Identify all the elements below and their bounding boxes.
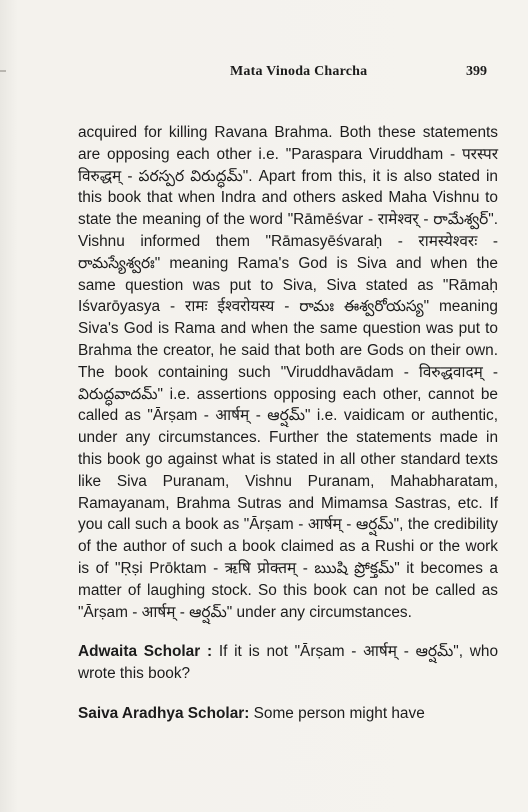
dialogue-text: If it is not "Ārṣam - आर्षम् - ఆర్షమ్", who wrote this book? [78, 643, 498, 683]
paragraph-gap [78, 623, 498, 641]
dialogue-text: Some person might have [249, 704, 425, 722]
page-body [78, 122, 498, 725]
page-number: 399 [466, 64, 487, 79]
paragraph-gap [78, 685, 498, 703]
dialogue-saiva [78, 703, 498, 725]
running-title: Mata Vinoda Charcha [230, 64, 368, 79]
speaker-label: Saiva Aradhya Scholar: [78, 704, 250, 722]
dialogue-adwaita [78, 641, 498, 685]
main-paragraph: acquired for killing Ravana Brahma. Both these statements are opposing each other i.e. "Paraspara Viruddham - परस्पर विरुद्धम् - పరస్పర విరుద్ధమ్". Apart from this, it is also stated in this book that when Indra and others asked Maha Vishnu to state the meaning of the word "Rāmēśvar - रामेश्वर् - రామేశ్వర్". Vishnu informed them "Rāmasyēśvaraḥ - रामस्येश्वरः - రామస్యేశ్వరః" meaning Rama's God is Siva and when the same question was put to Siva, Siva stated as "Rāmaḥ Iśvarōyasya - रामः ईश्वरोयस्य - రామః ఈశ్వరోయస్య" meaning Siva's God is Rama and when the same question was put to Brahma the creator, he said that both are Gods on their own. The book containing such "Viruddhavādam - विरुद्धवादम् - విరుద్ధవాదమ్" i.e. assertions opposing each other, cannot be called as "Ārṣam - आर्षम् - ఆర్షమ్" i.e. vaidicam or authentic, under any circumstances. Further the statements made in this book go against what is stated in all other standard texts like Siva Puranam, Vishnu Puranam, Mahabharatam, Ramayanam, Brahma Sutras and Mimamsa Sastras, etc. If you call such a book as "Ārṣam - आर्षम् - ఆర్షమ్", the credibility of the author of such a book claimed as a Rushi or the work is of "Ṛṣi Prōktam - ऋषि प्रोक्तम् - ఋషి ప్రోక్తమ్" it becomes a matter of laughing stock. So this book can not be called as "Ārṣam - आर्षम् - ఆర్షమ్" under any circumstances. [78, 124, 498, 621]
speaker-label: Adwaita Scholar : [78, 643, 213, 661]
page-header [0, 60, 528, 84]
